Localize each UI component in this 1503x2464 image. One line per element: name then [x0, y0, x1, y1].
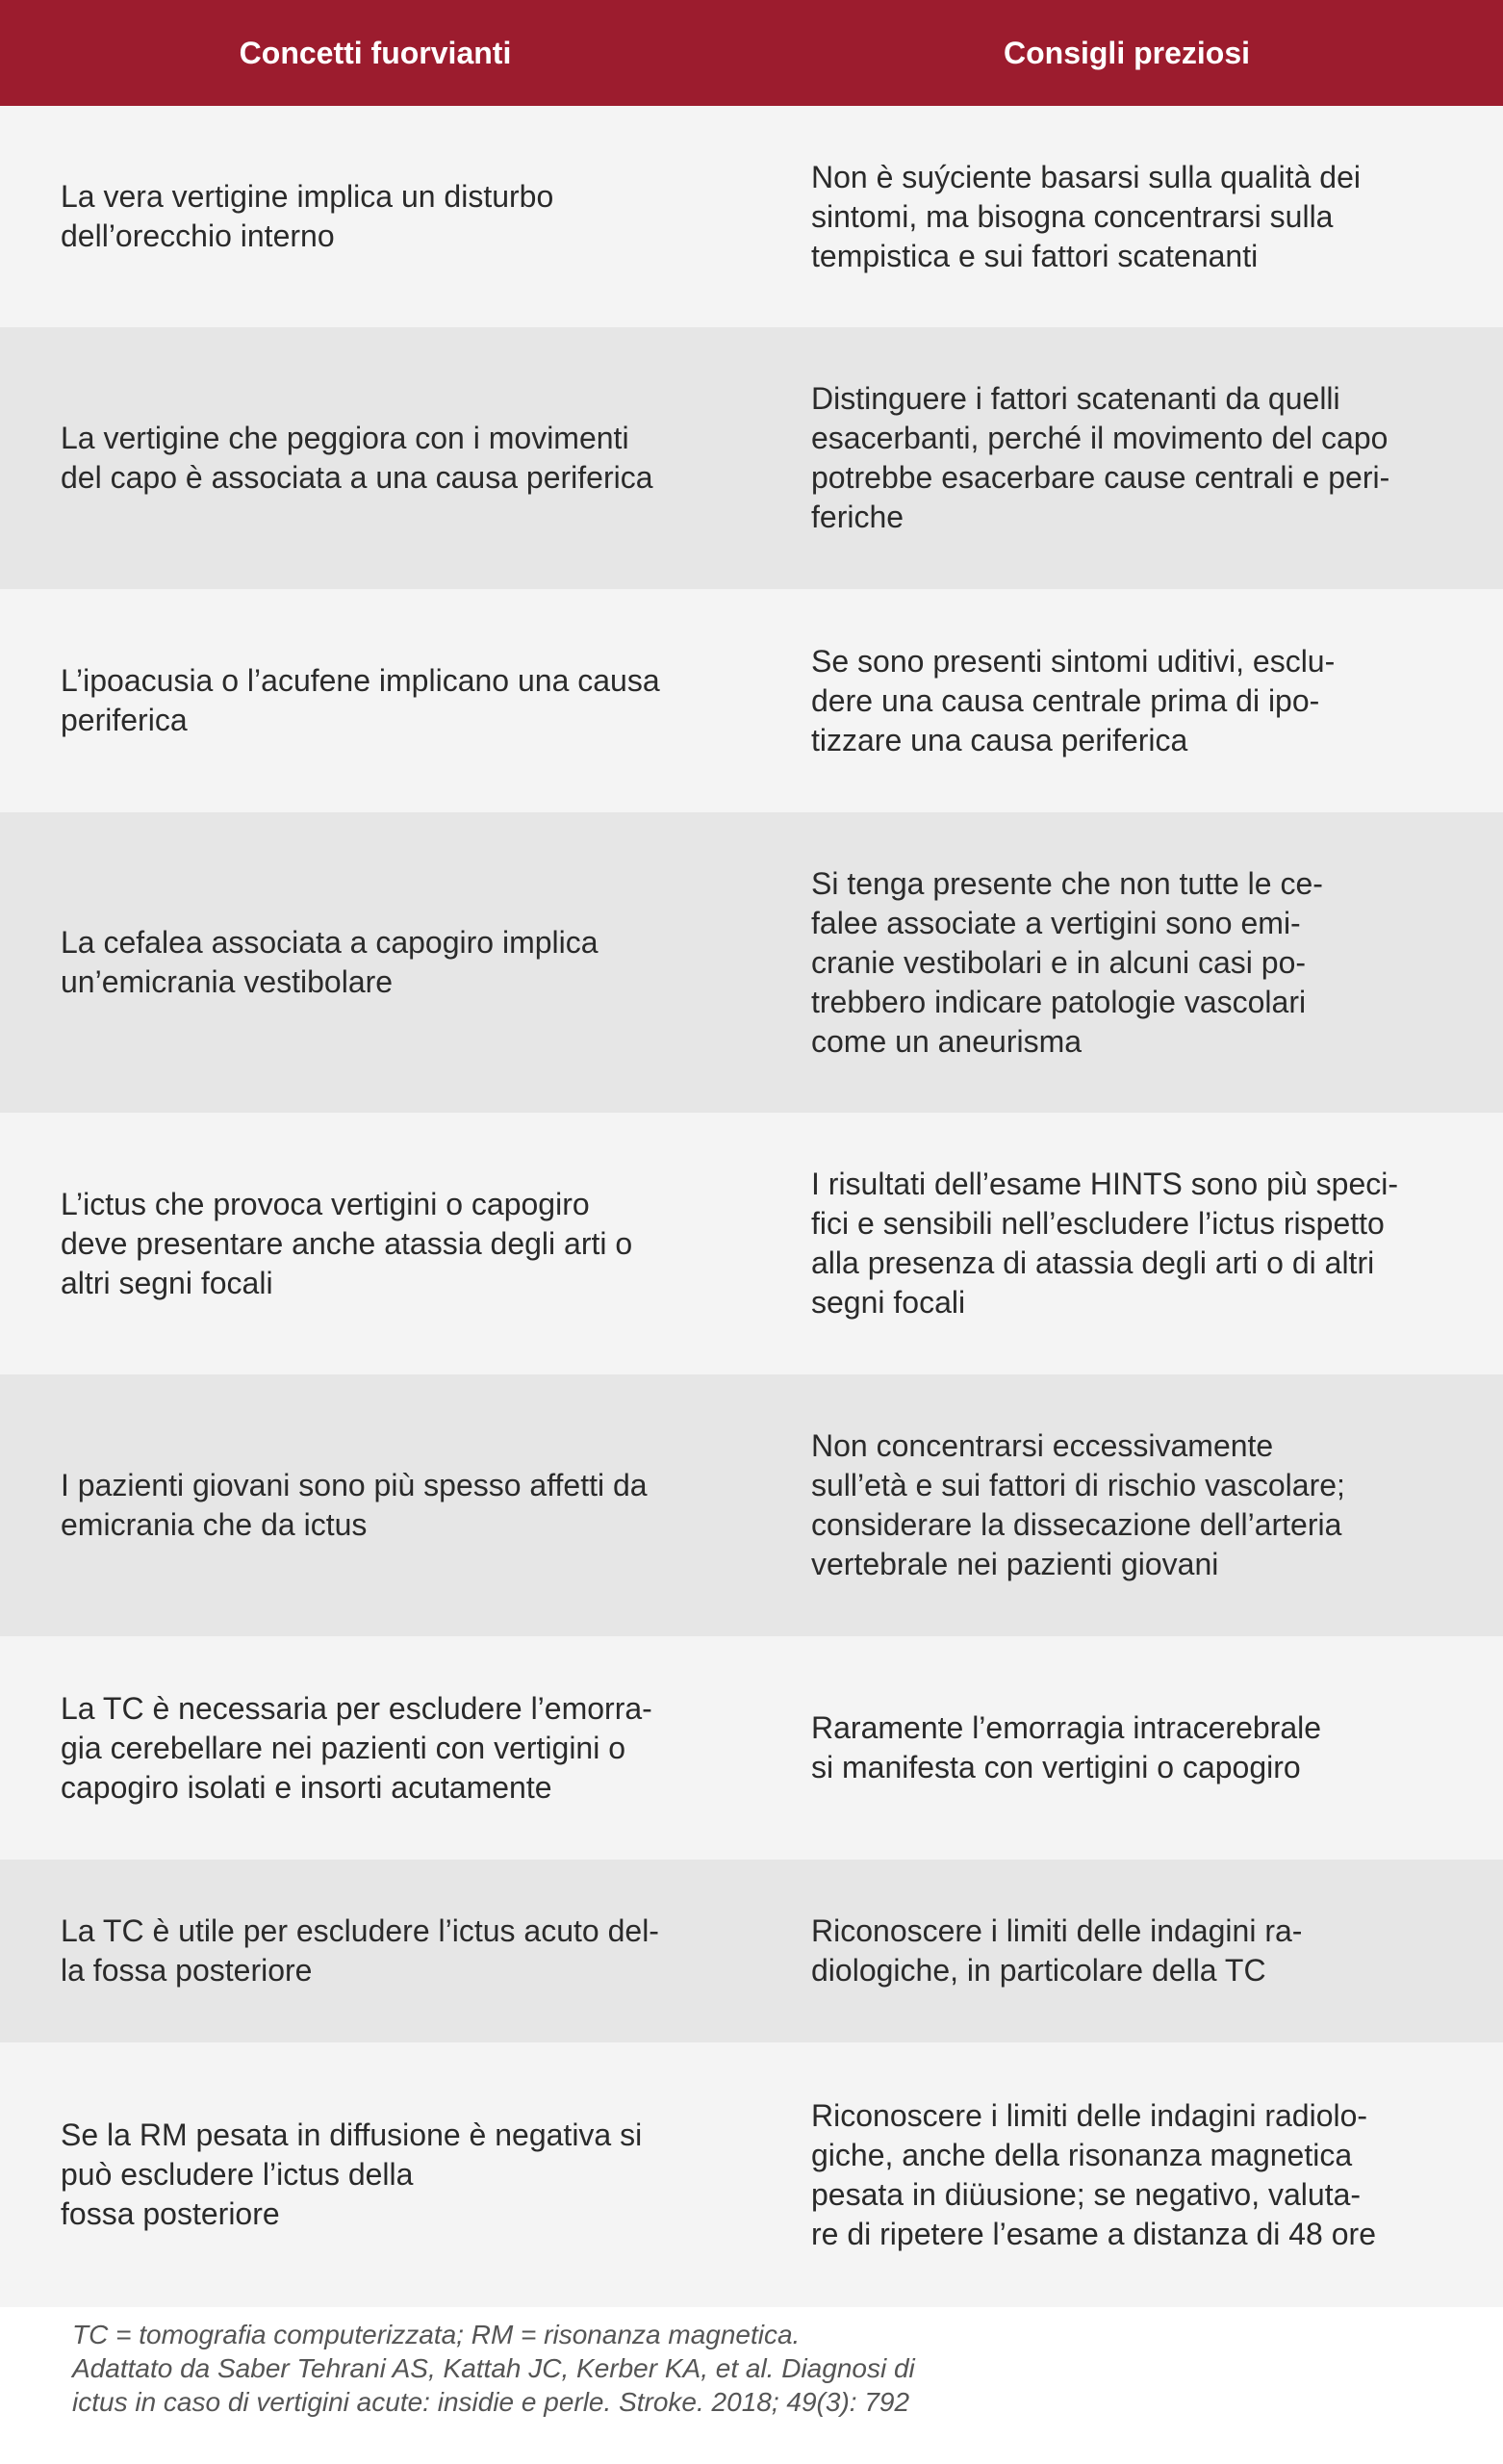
advice-cell: Raramente l’emorragia intracerebrale si manifesta con vertigini o capogiro: [811, 1710, 1322, 1784]
table-footnote: TC = tomografia computerizzata; RM = risonanza magnetica. Adattato da Saber Tehrani AS, Kattah JC, Kerber KA, et al. Diagnosi di ictus in caso di vertigini acute: insidie e perle. Stroke. 2018; 49(3): 792: [72, 2320, 915, 2417]
advice-cell: Non concentrarsi eccessivamente sull’età e sui fattori di rischio vascolare; considerare la dissecazione dell’arteria vertebrale nei pazienti giovani: [811, 1428, 1345, 1581]
table-row: [0, 106, 1503, 327]
advice-cell: Se sono presenti sintomi uditivi, esclu- dere una causa centrale prima di ipo- tizzare una causa periferica: [811, 643, 1336, 757]
header-advice: Consigli preziosi: [1003, 35, 1251, 70]
misconception-cell: La vera vertigine implica un disturbo dell’orecchio interno: [61, 179, 554, 253]
misconception-cell: Se la RM pesata in diffusione è negativa si può escludere l’ictus della fossa posteriore: [61, 2118, 643, 2231]
table-row: [0, 1860, 1503, 2042]
advice-cell: Non è suýciente basarsi sulla qualità dei sintomi, ma bisogna concentrarsi sulla tempistica e sui fattori scatenanti: [811, 159, 1361, 273]
misconception-cell: L’ictus che provoca vertigini o capogiro deve presentare anche atassia degli arti o altri segni focali: [61, 1186, 633, 1300]
header-misconceptions: Concetti fuorvianti: [239, 35, 512, 70]
table-row: [0, 1374, 1503, 1636]
table-row: [0, 1113, 1503, 1374]
misconception-cell: La TC è necessaria per escludere l’emorra- gia cerebellare nei pazienti con vertigini o capogiro isolati e insorti acutamente: [61, 1690, 652, 1805]
misconception-cell: La cefalea associata a capogiro implica un’emicrania vestibolare: [61, 925, 599, 999]
misconception-cell: L’ipoacusia o l’acufene implicano una causa periferica: [61, 663, 660, 737]
advice-cell: Distinguere i fattori scatenanti da quelli esacerbanti, perché il movimento del capo potrebbe esacerbare cause centrali e peri- feriche: [811, 381, 1390, 534]
table-row: [0, 812, 1503, 1113]
table-row: [0, 2042, 1503, 2307]
table-row: [0, 589, 1503, 812]
misconception-cell: La vertigine che peggiora con i movimenti del capo è associata a una causa periferica: [61, 421, 653, 495]
table-row: [0, 1636, 1503, 1860]
advice-cell: Riconoscere i limiti delle indagini radiolo- giche, anche della risonanza magnetica pesata in diüusione; se negativo, valuta- re di ripetere l’esame a distanza di 48 ore: [811, 2097, 1376, 2251]
advice-cell: Riconoscere i limiti delle indagini ra- diologiche, in particolare della TC: [811, 1913, 1303, 1988]
advice-cell: Si tenga presente che non tutte le ce- falee associate a vertigini sono emi- cranie vestibolari e in alcuni casi po- trebbero indicare patologie vascolari come un aneurisma: [811, 865, 1323, 1059]
advice-cell: I risultati dell’esame HINTS sono più speci- fici e sensibili nell’escludere l’ictus rispetto alla presenza di atassia degli arti o di altri segni focali: [811, 1167, 1399, 1320]
table-header: [0, 0, 1503, 106]
misconception-cell: La TC è utile per escludere l’ictus acuto del- la fossa posteriore: [61, 1913, 659, 1988]
table-row: [0, 327, 1503, 589]
misconception-cell: I pazienti giovani sono più spesso affetti da emicrania che da ictus: [61, 1468, 648, 1542]
